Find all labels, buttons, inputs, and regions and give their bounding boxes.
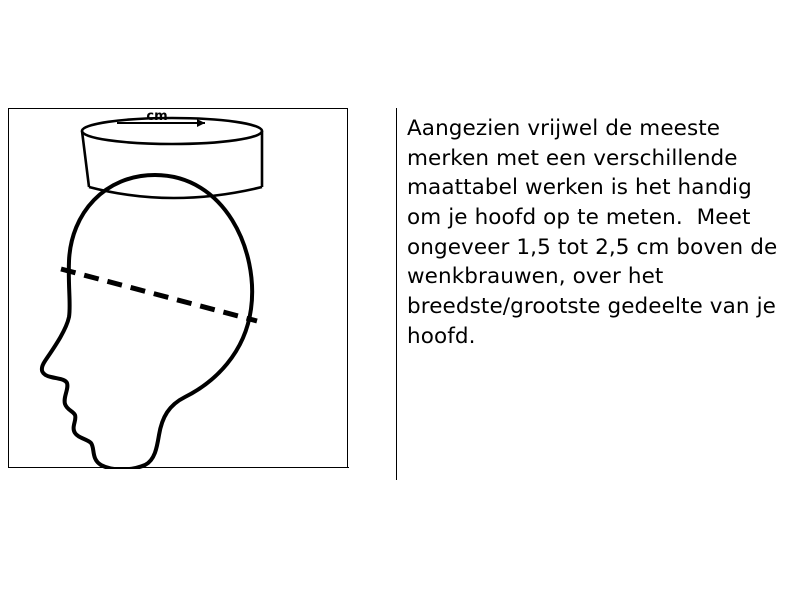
tape-loop-left-edge bbox=[82, 131, 89, 187]
description-cell bbox=[396, 108, 792, 480]
measurement-info-panel bbox=[8, 108, 792, 480]
column-gap bbox=[348, 108, 396, 480]
tape-loop-bottom-curve bbox=[89, 187, 262, 198]
head-diagram-cell bbox=[8, 108, 348, 468]
cm-unit-label: cm bbox=[146, 109, 168, 124]
measurement-instructions-text: Aangezien vrijwel de meeste merken met een verschillende maattabel werken is het handig om je hoofd op te meten. Meet ongeveer 1,5 tot 2,5 cm boven de wenkbrauwen, over het breedste/grootste gedeelte van je hoofd. bbox=[407, 116, 785, 349]
tape-loop-top-ellipse bbox=[82, 118, 262, 144]
head-profile-outline bbox=[42, 175, 252, 469]
panel-bottom-rule bbox=[8, 467, 349, 468]
head-measurement-diagram bbox=[9, 109, 349, 469]
cm-arrow-head bbox=[197, 119, 205, 127]
measurement-dashed-line bbox=[61, 269, 257, 321]
